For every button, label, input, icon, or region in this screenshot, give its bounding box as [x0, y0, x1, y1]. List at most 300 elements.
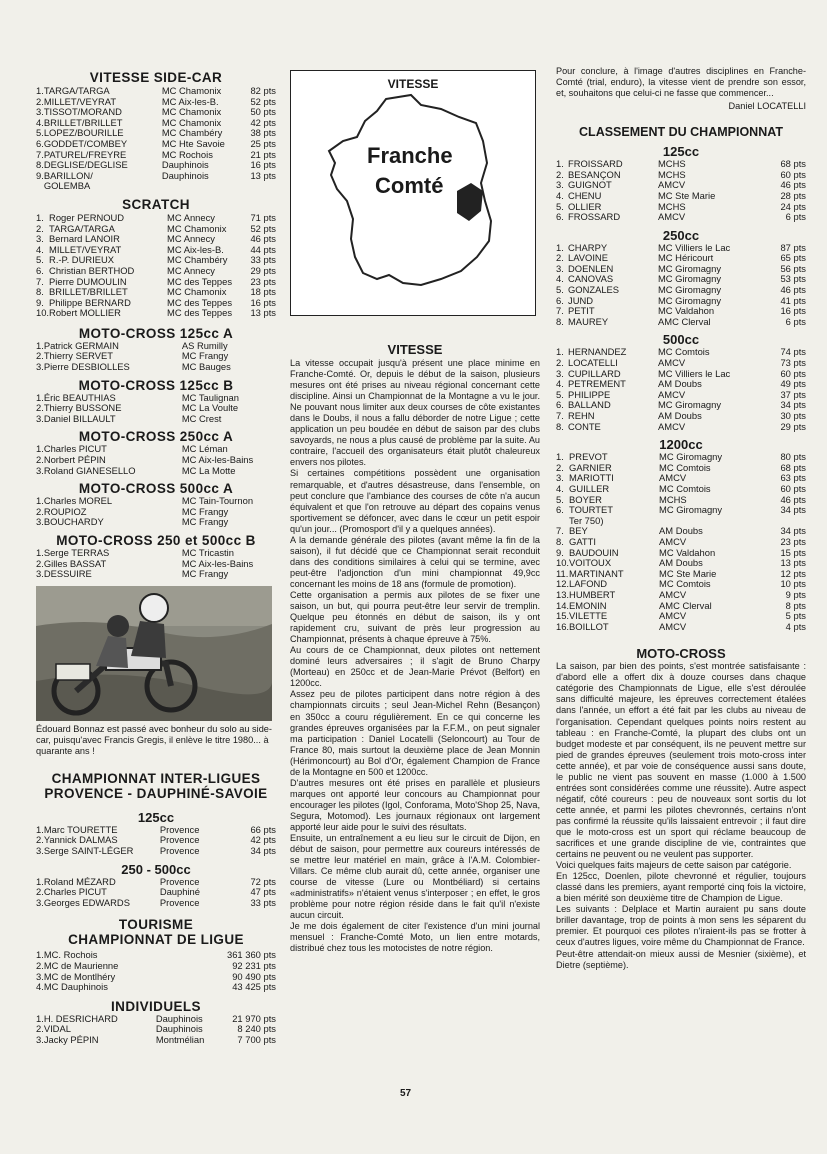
cell-name: BOYER: [569, 493, 602, 505]
cell-club: MC Aix-les-B.: [167, 243, 224, 255]
cell-pts: 8 240 pts: [237, 1023, 276, 1035]
cell-rank: 5.: [556, 200, 564, 212]
cell-name: MC Dauphinois: [43, 981, 108, 993]
cell-club: AMC Clerval: [658, 315, 711, 327]
cell-name: OLLIER: [568, 200, 602, 212]
cell-club: MC Héricourt: [658, 252, 714, 264]
cell-pts: 16 pts: [250, 296, 276, 308]
cell-pts: 90 490 pts: [232, 970, 276, 982]
motocross-title: MOTO-CROSS: [636, 646, 726, 662]
article-paragraph: Je me dois également de citer l'existence d'un mini journal mensuel : Franche-Comté Moto, un lien entre motards, distribué chez tous les motocistes de notre région.: [290, 921, 540, 954]
cell-club: MC Taulignan: [181, 391, 239, 403]
scratch-section: [36, 197, 276, 319]
cell-club: AMCV: [658, 179, 686, 191]
cell-pts: 16 pts: [780, 305, 806, 317]
cell-rank: 7.: [36, 148, 44, 160]
cell-pts: 9 pts: [785, 588, 806, 600]
classement-500-title: 500cc: [662, 332, 700, 348]
cell-rank: 6.: [556, 294, 564, 306]
cell-club: MCHS: [659, 493, 687, 505]
cell-name: JUND: [568, 294, 593, 306]
cell-rank: 2.: [556, 357, 564, 369]
author-signature: Daniel LOCATELLI: [728, 101, 806, 112]
motocross-paragraph: En 125cc, Doenlen, pilote chevronné et régulier, toujours classé dans les premiers, ayant remporté cinq fois la victoire, a bien mérité son deuxième titre de Champion de Ligue.: [556, 871, 806, 904]
cell-name: LAFOND: [569, 578, 608, 590]
cell-name: Charles PICUT: [43, 886, 107, 898]
cell-club: Dauphinois: [161, 159, 209, 171]
cell-pts: 29 pts: [780, 420, 806, 432]
sidecar-photo-illustration: [36, 586, 272, 721]
cell-pts: 13 pts: [250, 169, 276, 181]
cell-pts: [242, 181, 276, 192]
cell-club: MC Hte Savoie: [161, 137, 225, 149]
sidecar-photo: [36, 586, 272, 721]
cell-name: BARILLON/: [43, 169, 93, 181]
mx125b-section: [36, 378, 276, 425]
cell-name: FROISSARD: [568, 158, 623, 170]
cell-name: LOCATELLI: [568, 357, 618, 369]
cell-rank: 1.: [36, 211, 44, 223]
mx500a-table: [36, 496, 276, 528]
classement-125-table: [556, 159, 806, 223]
mx125b-title: MOTO-CROSS 125cc B: [78, 377, 234, 393]
cell-club: MC Aix-les-Bains: [181, 454, 254, 466]
cell-club: Dauphinois: [155, 1012, 203, 1024]
cell-rank: 1.: [556, 158, 564, 170]
cell-club: Provence: [159, 823, 200, 835]
cell-rank: 9.: [556, 546, 564, 558]
cell-pts: 25 pts: [250, 137, 276, 149]
cell-rank: 2.: [556, 461, 564, 473]
individuels-table: [36, 1014, 276, 1046]
cell-name: GATTI: [569, 535, 596, 547]
mx250500b-table: [36, 548, 276, 580]
article-paragraph: Ensuite, un entraînement a eu lieu sur le circuit de Dijon, en début de saison, pour permettre aux coureurs intéressés de se mettre leur matériel en main, grâce à l'A.M. Colombier-Villars. Ce même club aurait dû, cette année, organiser une course de vitesse (Lure ou Montbéliard) si certains «administratifs» n'étaient venus s'interposer ; en effet, le gros problème pour notre région réside dans le fait qu'il n'existe aucun circuit.: [290, 833, 540, 921]
cell-name: Yannick DALMAS: [43, 834, 118, 846]
cell-club: MC Chamonix: [161, 85, 222, 96]
article-paragraph: La vitesse occupait jusqu'à présent une place minime en Franche-Comté. Or, depuis le début de la saison, plusieurs mesures ont été prises au niveau régional concernant cette discipline. Ainsi un Championnat de la Montagne a vu le jour. Ne pouvant nous limiter aux deux courses de côte existantes dans le Doubs, il nous a fallu déborder de notre Ligue ; cette application un peu boudée en début de saison par des clubs savoyards, ne nous a plus causé de problème par la suite. Au contraire, l'accueil des organisateurs était plutôt chaleureux envers nos pilotes.: [290, 358, 540, 468]
cell-name: BEY: [569, 525, 588, 537]
cell-club: MC Tricastin: [181, 547, 234, 558]
cell-rank: 7.: [556, 305, 564, 317]
motocross-body: [556, 661, 806, 970]
cell-name: Charles PICUT: [43, 443, 107, 455]
middle-column: [290, 70, 540, 955]
cell-club: MC Ste Marie: [659, 567, 717, 579]
cell-name: Charles MOREL: [43, 495, 113, 507]
cell-club: MC Crest: [181, 412, 222, 424]
cell-club: MC Annecy: [167, 233, 215, 245]
cell-name: CHENU: [568, 189, 602, 201]
cell-pts: 4 pts: [785, 620, 806, 632]
interligues-125-title: 125cc: [137, 809, 175, 825]
cell-pts: 24 pts: [780, 200, 806, 212]
cell-name: LAVOINE: [568, 252, 608, 264]
cell-pts: 53 pts: [780, 273, 806, 285]
cell-name: Serge SAINT-LÉGER: [43, 844, 134, 856]
cell-name: R.-P. DURIEUX: [49, 254, 114, 266]
table-row: [36, 308, 276, 319]
cell-club: MC Valdahon: [658, 305, 715, 317]
table-row: [36, 548, 276, 559]
cell-name: VIDAL: [43, 1023, 71, 1035]
cell-club: MC Bauges: [181, 361, 231, 373]
cell-club: AS Rumilly: [181, 339, 228, 351]
cell-club: MC Léman: [181, 443, 228, 455]
cell-name: Thierry BUSSONE: [43, 402, 122, 414]
cell-rank: 16.: [556, 620, 570, 632]
cell-rank: 3.: [36, 896, 44, 908]
tourisme-title-2: CHAMPIONNAT DE LIGUE: [68, 932, 244, 948]
cell-pts: 21 970 pts: [232, 1012, 276, 1024]
cell-name: BRILLET/BRILLET: [49, 286, 128, 298]
table-row: [36, 846, 276, 857]
map-kicker: VITESSE: [387, 77, 439, 91]
cell-rank: 9.: [36, 169, 44, 181]
cell-rank: 13.: [556, 588, 570, 600]
cell-name: Daniel BILLAULT: [43, 412, 116, 424]
cell-club: MC Chamonix: [167, 222, 227, 234]
cell-pts: 80 pts: [780, 451, 806, 463]
cell-name: Georges EDWARDS: [43, 896, 130, 908]
cell-pts: 23 pts: [780, 535, 806, 547]
cell-club: MC Comtois: [659, 482, 711, 494]
cell-name: TARGA/TARGA: [43, 85, 110, 96]
cell-club: MCHS: [658, 200, 686, 212]
cell-club: AMCV: [658, 420, 686, 432]
cell-club: MC Frangy: [181, 505, 229, 517]
cell-club: MC La Motte: [181, 464, 236, 476]
cell-rank: 14.: [556, 599, 570, 611]
cell-rank: 3.: [36, 970, 44, 982]
cell-pts: 46 pts: [780, 493, 806, 505]
cell-pts: 6 pts: [785, 315, 806, 327]
tourisme-title-1: TOURISME: [118, 917, 194, 933]
cell-rank: 4.: [556, 482, 564, 494]
cell-name: Robert MOLLIER: [49, 307, 121, 319]
cell-pts: 13 pts: [780, 557, 806, 569]
cell-pts: 29 pts: [250, 264, 276, 276]
cell-club: AMCV: [659, 620, 687, 632]
cell-club: AM Doubs: [658, 378, 702, 390]
cell-name: Bernard LANOIR: [49, 233, 120, 245]
cell-club: [162, 181, 242, 192]
map-title-comte: Comté: [375, 173, 444, 198]
cell-club: MC Chambéry: [167, 254, 228, 266]
cell-rank: 6.: [556, 504, 564, 516]
cell-rank: 2.: [556, 252, 564, 264]
cell-pts: 41 pts: [780, 294, 806, 306]
interligues-125-table: [36, 825, 276, 857]
tourisme-section: [36, 917, 276, 992]
table-row: [36, 86, 276, 97]
cell-name: BOUCHARDY: [43, 516, 104, 528]
classement-1200-table: [556, 452, 806, 632]
interligues-section: [36, 771, 276, 909]
cell-club: MC Frangy: [181, 568, 229, 580]
cell-rank: 4.: [36, 243, 44, 255]
cell-pts: 46 pts: [780, 179, 806, 191]
cell-rank: 2.: [36, 454, 44, 466]
cell-rank: 3.: [36, 844, 44, 856]
cell-pts: 7 700 pts: [237, 1033, 276, 1045]
cell-rank: 3.: [556, 367, 564, 379]
cell-rank: 1.: [36, 391, 44, 403]
individuels-title: INDIVIDUELS: [111, 998, 201, 1014]
cell-pts: 68 pts: [780, 461, 806, 473]
mx500a-section: [36, 481, 276, 528]
cell-rank: 2.: [36, 402, 44, 414]
mx250500b-title: MOTO-CROSS 250 et 500cc B: [56, 533, 256, 548]
cell-pts: 43 425 pts: [232, 981, 276, 993]
table-row: [36, 466, 276, 477]
cell-name: Patrick GERMAIN: [43, 339, 119, 351]
cell-club: Provence: [159, 834, 200, 846]
cell-club: MC Giromagny: [659, 451, 723, 463]
interligues-250-table: [36, 877, 276, 909]
cell-pts: 65 pts: [780, 252, 806, 264]
mx500a-title: MOTO-CROSS 500cc A: [78, 481, 234, 497]
cell-name: CUPILLARD: [568, 367, 621, 379]
cell-rank: 3.: [36, 412, 44, 424]
motocross-paragraph: Voici quelques faits majeurs de cette saison par catégorie.: [556, 860, 792, 871]
individuels-section: [36, 999, 276, 1046]
cell-rank: 1.: [556, 451, 564, 463]
cell-name: Gilles BASSAT: [43, 557, 107, 569]
cell-name: LOPEZ/BOURILLE: [43, 127, 124, 139]
cell-pts: 5 pts: [785, 610, 806, 622]
cell-name: Roland MÉZARD: [43, 875, 116, 887]
motocross-paragraph: La saison, par bien des points, s'est montrée satisfaisante : d'abord elle a offert dix à douze courses dans chaque catégorie des Championnats de Ligue, elle s'est déroulée sans difficulté majeure, les épreuves correctement étalées dans l'année, un effort a été fait par les clubs au niveau de l'organisation. Cependant quelques points noirs restent au tableau : en Franche-Comté, la plupart des clubs ont un budget modeste et par conséquent, ils ne peuvent mettre sur pied de grandes épreuves (seulement trois moto-cross inter cette année), et par voie de conséquence aussi sans doute, le public ne vient pas souvent en masse (1.000 à 1.500 entrées sont considérées comme une réussite). Autre aspect négatif, côté coureurs : peu de nouveaux sont sortis du lot cette année, et parmi les pilotes chevronnés, certains n'ont pas confirmé la réussite qu'ils laissaient entrevoir ; il faut dire que le moto-cross est un sport qui réclame beaucoup de sacrifices et une grande discipline de vie, contraintes que certains ne peuvent ou ne veulent pas supporter.: [556, 661, 806, 860]
cell-pts: 6 pts: [785, 211, 806, 223]
cell-rank: 9.: [36, 296, 44, 308]
mx250a-section: [36, 429, 276, 476]
cell-name: BALLAND: [568, 399, 611, 411]
cell-pts: 33 pts: [250, 254, 276, 266]
scratch-table: [36, 213, 276, 319]
cell-club: MC Chambéry: [161, 127, 223, 139]
cell-rank: 4.: [556, 189, 564, 201]
cell-name: MILLET/VEYRAT: [43, 95, 117, 107]
cell-name: Roger PERNOUD: [49, 211, 125, 223]
cell-rank: 1.: [36, 547, 44, 558]
interligues-250-title: 250 - 500cc: [121, 861, 191, 877]
cell-name: VOITOUX: [569, 557, 612, 569]
cell-club: MC Comtois: [659, 578, 711, 590]
cell-pts: 44 pts: [250, 243, 276, 255]
interligues-title-1: CHAMPIONNAT INTER-LIGUES: [51, 770, 261, 786]
cell-rank: 2.: [36, 222, 44, 234]
cell-name: MILLET/VEYRAT: [49, 243, 122, 255]
cell-rank: 3.: [556, 179, 564, 191]
cell-rank: 6.: [36, 137, 44, 149]
motocross-paragraph: Peut-être attendait-on mieux aussi de Mesnier (sixième), et Dietre (septième).: [556, 948, 806, 970]
cell-rank: 4.: [36, 981, 44, 993]
cell-rank: 7.: [556, 525, 564, 537]
article-paragraph: Assez peu de pilotes participent dans notre région à des championnats circuits ; seul Jean-Michel Rehn (Besançon) en 350cc a couru régulièrement. En ce qui concerne les grandes épreuves organisées par la F.F.M., on peut signaler ma participation : Daniel Locatelli (Seloncourt) au Tour de France 80, mais surtout la deuxième place de Jean Monnin (Hérimoncourt) au Bol d'Or, également Champion de France de la Montagne en 500 et 1200cc.: [290, 689, 540, 777]
table-row: [36, 898, 276, 909]
article-title: VITESSE: [387, 342, 443, 357]
cell-rank: 2.: [36, 350, 44, 362]
cell-pts: 361 360 pts: [227, 949, 276, 961]
cell-name: MARIOTTI: [569, 472, 614, 484]
table-row: [36, 517, 276, 528]
cell-club: Dauphinois: [155, 1023, 203, 1035]
cell-club: Provence: [159, 844, 200, 856]
cell-pts: 50 pts: [250, 106, 276, 118]
cell-rank: 1.: [36, 339, 44, 351]
cell-club: MC Annecy: [167, 211, 215, 223]
cell-pts: 34 pts: [780, 399, 806, 411]
cell-club: AM Doubs: [659, 525, 703, 537]
table-row: [36, 1035, 276, 1046]
cell-pts: 82 pts: [250, 85, 276, 96]
cell-rank: 1.: [556, 346, 564, 358]
table-row: [556, 484, 806, 495]
cell-name: DEGLISE/DEGLISE: [43, 159, 128, 171]
cell-club: MC Annecy: [167, 264, 215, 276]
cell-club: MC Giromagny: [659, 504, 723, 516]
cell-club: MC Tain-Tournon: [181, 495, 254, 507]
cell-rank: 2.: [36, 557, 44, 569]
cell-rank: 1.: [36, 443, 44, 455]
cell-name: PETIT: [568, 305, 595, 317]
cell-pts: 73 pts: [780, 357, 806, 369]
cell-club: MC Giromagny: [658, 284, 722, 296]
cell-pts: 87 pts: [780, 241, 806, 253]
cell-rank: 6.: [36, 264, 44, 276]
cell-pts: 92 231 pts: [232, 959, 276, 971]
cell-pts: 68 pts: [780, 158, 806, 170]
table-row: [36, 213, 276, 224]
cell-club: MC Giromagny: [658, 399, 722, 411]
sidecar-section: [36, 70, 276, 192]
cell-club: MC Frangy: [181, 516, 229, 528]
cell-name: DESSUIRE: [43, 568, 92, 580]
cell-rank: 8.: [556, 315, 564, 327]
cell-name: Thierry SERVET: [43, 350, 113, 362]
table-row: [556, 590, 806, 601]
interligues-title-2: PROVENCE - DAUPHINÉ-SAVOIE: [44, 785, 268, 801]
table-row: [556, 212, 806, 223]
cell-name: DOENLEN: [568, 262, 614, 274]
cell-name: CHARPY: [568, 241, 608, 253]
cell-rank: 4.: [36, 116, 44, 128]
cell-pts: 28 pts: [780, 189, 806, 201]
cell-club: AMCV: [659, 610, 687, 622]
cell-pts: 34 pts: [780, 504, 806, 516]
cell-club: AMCV: [659, 472, 687, 484]
cell-club: MC des Teppes: [167, 296, 233, 308]
cell-pts: 38 pts: [250, 127, 276, 139]
classement-500-table: [556, 347, 806, 432]
mx125a-table: [36, 341, 276, 373]
cell-rank: 6.: [556, 399, 564, 411]
cell-pts: 34 pts: [780, 525, 806, 537]
article-body: [290, 358, 540, 955]
cell-name: MAUREY: [568, 315, 609, 327]
table-row: [36, 266, 276, 277]
cell-name: GARNIER: [569, 461, 612, 473]
scratch-title: SCRATCH: [122, 196, 190, 212]
cell-club: MC des Teppes: [167, 307, 233, 319]
franche-comte-map-box: [290, 70, 536, 316]
mx250a-title: MOTO-CROSS 250cc A: [78, 429, 234, 445]
cell-pts: 42 pts: [250, 834, 276, 846]
cell-name: REHN: [568, 410, 595, 422]
cell-pts: 52 pts: [250, 95, 276, 107]
cell-pts: 42 pts: [250, 116, 276, 128]
cell-rank: 2.: [36, 959, 44, 971]
cell-pts: 46 pts: [250, 233, 276, 245]
cell-rank: 5.: [556, 493, 564, 505]
cell-club: Provence: [159, 896, 200, 908]
table-row: [36, 569, 276, 580]
cell-name: MARTINANT: [569, 567, 624, 579]
table-row: [36, 982, 276, 993]
right-column: [556, 66, 806, 971]
sidecar-title: VITESSE SIDE-CAR: [89, 70, 223, 85]
cell-name: BRILLET/BRILLET: [43, 116, 123, 128]
cell-name: TARGA/TARGA: [49, 222, 115, 234]
cell-rank: 4.: [556, 273, 564, 285]
cell-rank: 5.: [556, 388, 564, 400]
photo-caption: Édouard Bonnaz est passé avec bonheur du solo au side-car, puisqu'avec Francis Gregis, il enlève le titre 1980... à quarante ans !: [36, 723, 272, 756]
cell-name: CONTE: [568, 420, 601, 432]
cell-name: MC de Maurienne: [43, 959, 119, 971]
cell-pts: 66 pts: [250, 823, 276, 835]
classement-250-title: 250cc: [662, 227, 700, 243]
cell-club: MC des Teppes: [167, 275, 233, 287]
cell-name: Christian BERTHOD: [49, 264, 135, 276]
table-row: [556, 191, 806, 202]
cell-club: MC Villiers le Lac: [658, 241, 731, 253]
motocross-paragraph: Les suivants : Delplace et Martin auraient pu sans doute briller davantage, trop de points à mon sens les séparent du premier. Et pourquoi ces pilotes n'iraient-ils pas se frotter à ceux d'autres ligues, voire même du Championnat de France.: [556, 904, 806, 948]
cell-name: Roland GIANESELLO: [43, 464, 136, 476]
cell-rank: 5.: [36, 127, 44, 139]
cell-pts: 72 pts: [250, 875, 276, 887]
table-row: [36, 362, 276, 373]
cell-name: MC. Rochois: [43, 949, 98, 961]
cell-club: MC Giromagny: [658, 262, 722, 274]
cell-rank: 1.: [36, 85, 44, 96]
cell-name: Pierre DESBIOLLES: [43, 361, 130, 373]
cell-rank: 3.: [36, 106, 44, 118]
cell-rank: 7.: [36, 275, 44, 287]
cell-name: BOILLOT: [569, 620, 609, 632]
article-paragraph: Cette organisation a permis aux pilotes de se fixer une saison, un but, qui pourra peut-être leur servir de tremplin. Quelque peu étonnés en début de saison, ils y ont rapidement cru, suivant de près leur progression au Championnat, présents à chaque épreuve à 75%.: [290, 589, 540, 645]
cell-name: GUILLER: [569, 482, 610, 494]
cell-pts: 12 pts: [780, 567, 806, 579]
cell-rank: 11.: [556, 567, 569, 579]
cell-club: AM Doubs: [659, 557, 703, 569]
cell-rank: 3.: [36, 1033, 44, 1045]
cell-name: Ter 750): [569, 514, 604, 526]
cell-club: AMCV: [658, 388, 686, 400]
article-paragraph: Si certaines compétitions possèdent une organisation remarquable, et d'autres désastreuse, dans l'ensemble, on peut conclure que l'ambiance des courses de côte n'a aucun équivalent et que l'on retrouve au départ des copains venus sportivement se défoncer, avec dans le cœur un petit espoir qu'un jour... (Promosport d'il y a quelques années).: [290, 468, 540, 534]
cell-club: AMCV: [658, 211, 686, 223]
cell-club: AMC Clerval: [659, 599, 712, 611]
cell-name: GOLEMBA: [43, 180, 91, 192]
classement-250-table: [556, 243, 806, 328]
table-row: [36, 139, 276, 150]
cell-rank: 8.: [36, 159, 44, 171]
cell-pts: 16 pts: [250, 159, 276, 171]
classement-125-title: 125cc: [662, 144, 700, 160]
cell-pts: 21 pts: [250, 148, 276, 160]
cell-rank: 8.: [556, 535, 564, 547]
cell-pts: 71 pts: [250, 211, 276, 223]
